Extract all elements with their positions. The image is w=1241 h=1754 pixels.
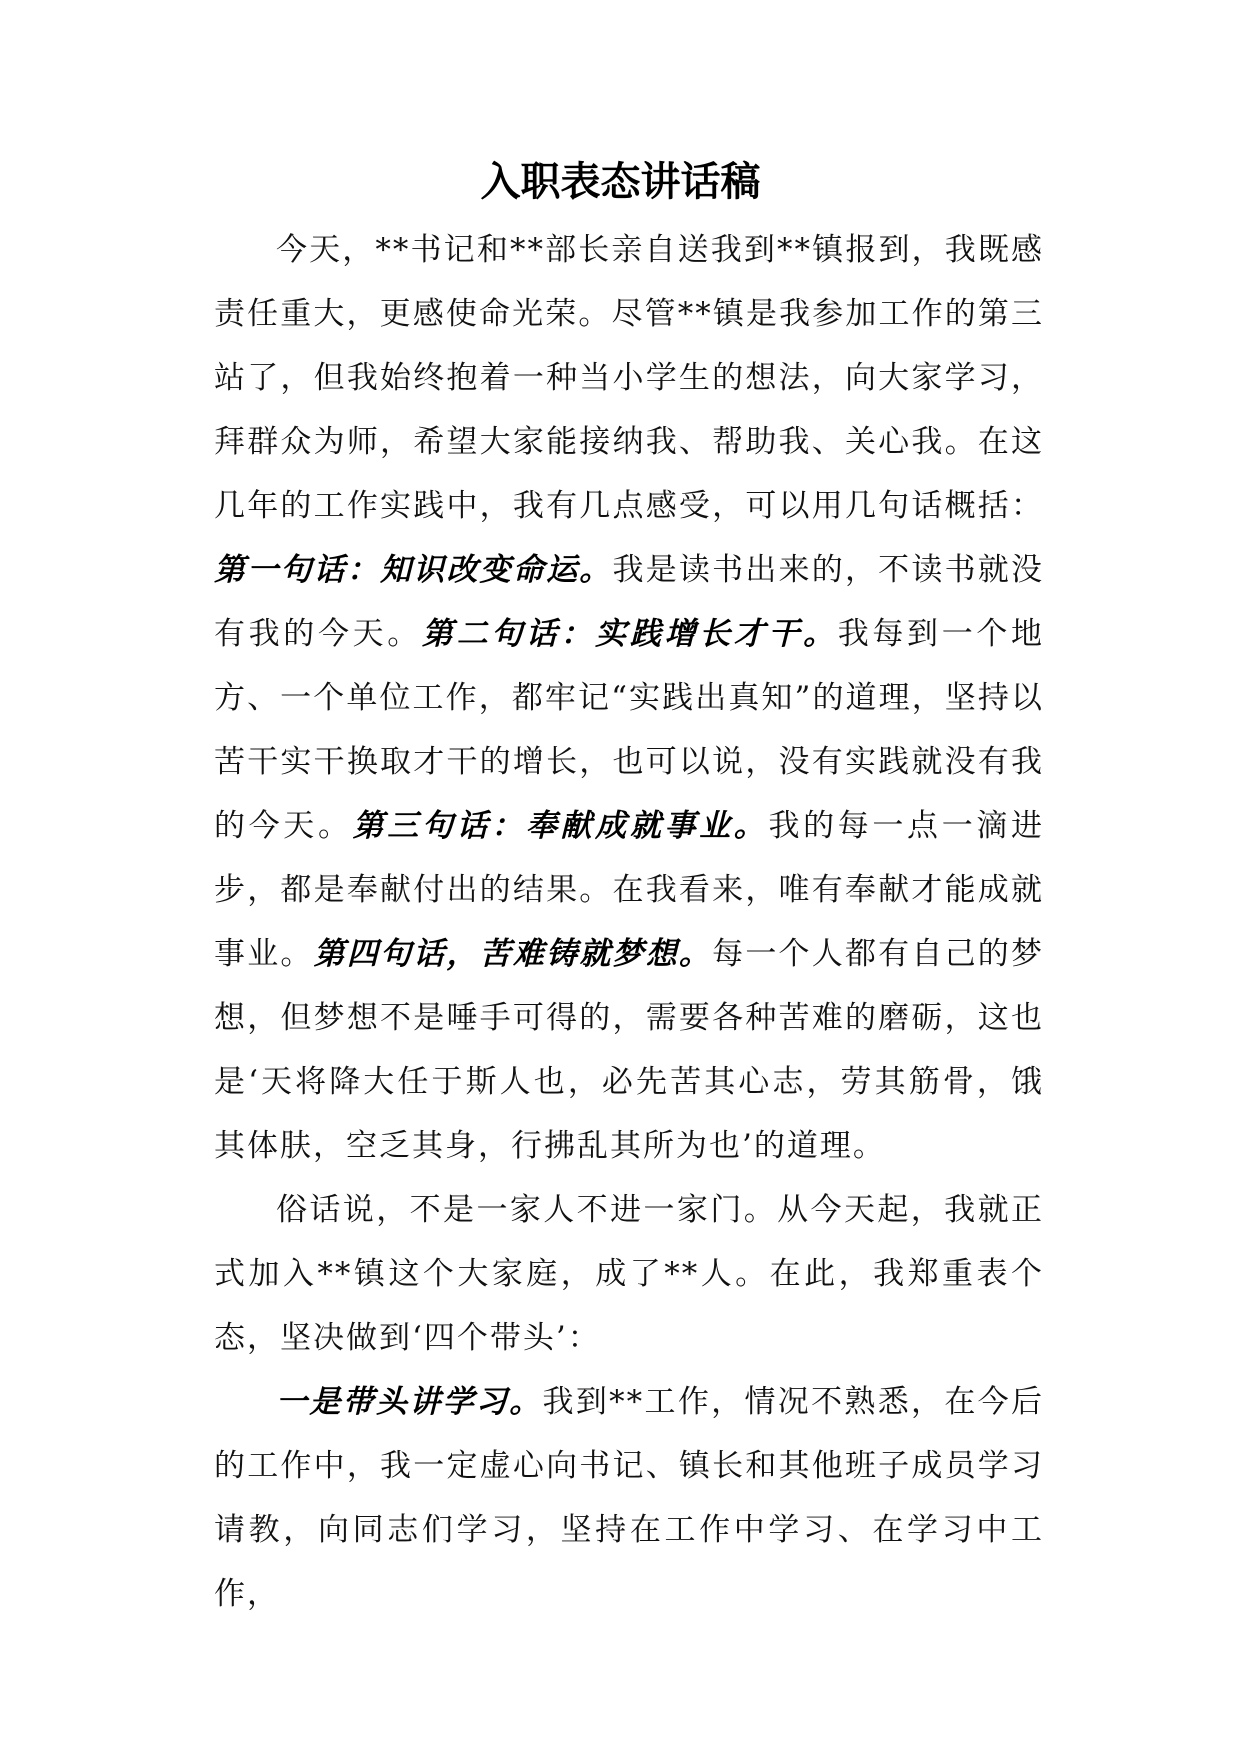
paragraph-text: 我的每一点一滴进步，都是奉献付出的结果。在我看来，唯有奉献才能成就事业。 xyxy=(214,808,1045,972)
emphasis-phrase-4: 第四句话，苦难铸就梦想。 xyxy=(313,936,713,972)
paragraph-pledge: 俗话说，不是一家人不进一家门。从今天起，我就正式加入**镇这个大家庭，成了**人。在此，我郑重表个态，坚决做到‘四个带头’： xyxy=(214,1192,1044,1356)
paragraph-intro xyxy=(214,218,1044,1178)
emphasis-phrase-2: 第二句话：实践增长才干。 xyxy=(421,616,838,652)
paragraph-text: 今天，**书记和**部长亲自送我到**镇报到，我既感责任重大，更感使命光荣。尽管**镇是我参加工作的第三站了，但我始终抱着一种当小学生的想法，向大家学习，拜群众为师，希望大家能接纳我、帮助我、关心我。在这几年的工作实践中，我有几点感受，可以用几句话概括： xyxy=(214,232,1044,524)
paragraph-first-lead xyxy=(214,1370,1044,1626)
document-body xyxy=(214,218,1044,1626)
emphasis-phrase-1: 第一句话：知识改变命运。 xyxy=(214,552,613,588)
emphasis-phrase-3: 第三句话：奉献成就事业。 xyxy=(352,808,769,844)
paragraph-text: 我到**工作，情况不熟悉，在今后的工作中，我一定虚心向书记、镇长和其他班子成员学习请教，向同志们学习，坚持在工作中学习、在学习中工作， xyxy=(214,1384,1044,1612)
paragraph-text: 我是读书出来的，不读书就没有我的今天。 xyxy=(214,552,1044,652)
emphasis-heading-1: 一是带头讲学习。 xyxy=(276,1384,543,1420)
paragraph-text: 每一个人都有自己的梦想，但梦想不是唾手可得的，需要各种苦难的磨砺，这也是‘天将降大任于斯人也，必先苦其心志，劳其筋骨，饿其体肤，空乏其身，行拂乱其所为也’的道理。 xyxy=(214,936,1044,1164)
paragraph-text: 我每到一个地方、一个单位工作，都牢记“实践出真知”的道理，坚持以苦干实干换取才干的增长，也可以说，没有实践就没有我的今天。 xyxy=(214,616,1045,844)
document-title: 入职表态讲话稿 xyxy=(480,158,761,205)
